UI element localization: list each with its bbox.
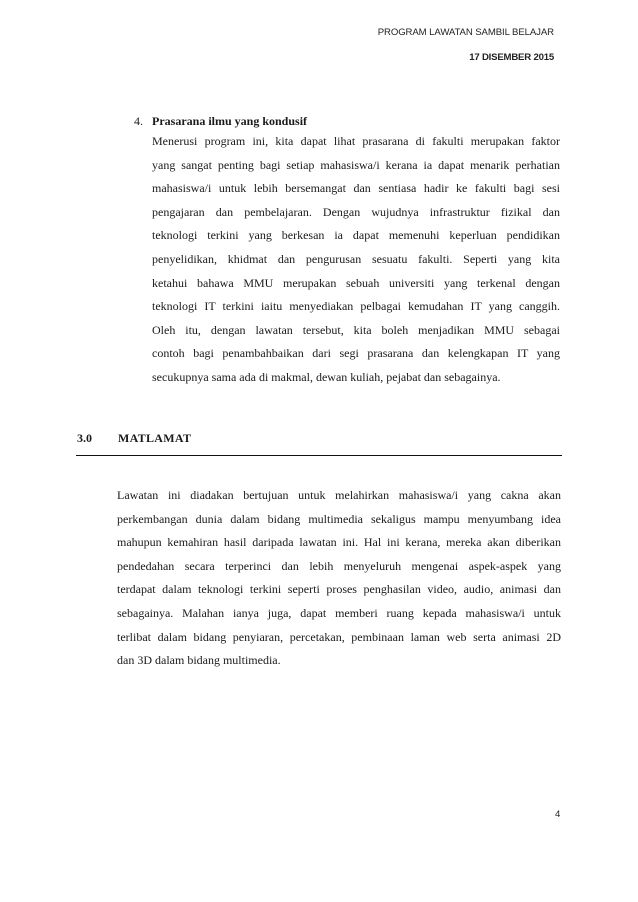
list-item-title: Prasarana ilmu yang kondusif — [152, 114, 308, 128]
page-number: 4 — [555, 809, 561, 820]
paragraph-line: dan 3D dalam bidang multimedia. — [117, 653, 281, 668]
paragraph-line: Lawatan ini diadakan bertujuan untuk melahirkan mahasiswa/i yang cakna akan — [117, 488, 561, 502]
header-program-title: PROGRAM LAWATAN SAMBIL BELAJAR — [377, 27, 554, 38]
paragraph-line: secukupnya sama ada di makmal, dewan kuliah, pejabat dan sebagainya. — [152, 369, 501, 384]
section-number: 3.0 — [77, 431, 92, 445]
paragraph-line: Oleh itu, dengan lawatan tersebut, kita boleh menjadikan MMU sebagai — [152, 322, 560, 337]
paragraph-line: perkembangan dunia dalam bidang multimedia sekaligus mampu menyumbang idea — [117, 511, 561, 526]
paragraph-line: ketahui bahawa MMU merupakan sebuah universiti yang terkenal dengan — [152, 275, 560, 290]
section-divider — [76, 455, 562, 456]
section-paragraph — [117, 484, 561, 673]
paragraph-line: yang sangat penting bagi setiap mahasiswa/i kerana ia dapat menarik perhatian — [152, 157, 560, 172]
paragraph-line: penyelidikan, khidmat dan pengurusan sesuatu fakulti. Seperti yang kita — [152, 251, 560, 266]
paragraph-line: teknologi terkini yang berkesan ia dapat memenuhi keperluan pendidikan — [152, 228, 560, 243]
paragraph-line: mahasiswa/i untuk lebih bersemangat dan sentiasa hadir ke fakulti bagi sesi — [152, 181, 560, 196]
item-paragraph — [152, 130, 560, 390]
header-date: 17 DISEMBER 2015 — [469, 52, 554, 63]
section-title: MATLAMAT — [118, 431, 192, 445]
paragraph-line: sebagainya. Malahan ianya juga, dapat memberi ruang kepada mahasiswa/i untuk — [117, 605, 561, 620]
paragraph-line: pendedahan secara terperinci dan lebih menyeluruh mengenai aspek-aspek yang — [117, 558, 561, 573]
paragraph-line: contoh bagi penambahbaikan dari segi prasarana dan kelengkapan IT yang — [152, 346, 560, 361]
paragraph-line: terdapat dalam teknologi terkini seperti proses penghasilan video, audio, animasi dan — [117, 582, 561, 597]
paragraph-line: mahupun kemahiran hasil daripada lawatan ini. Hal ini kerana, mereka akan diberikan — [117, 535, 561, 550]
list-item-number: 4. — [134, 114, 143, 128]
paragraph-line: Menerusi program ini, kita dapat lihat prasarana di fakulti merupakan faktor — [152, 134, 560, 148]
paragraph-line: teknologi IT terkini iaitu menyediakan pelbagai kemudahan IT yang canggih. — [152, 299, 560, 314]
paragraph-line: pengajaran dan pembelajaran. Dengan wujudnya infrastruktur fizikal dan — [152, 204, 560, 219]
paragraph-line: terlibat dalam bidang penyiaran, percetakan, pembinaan laman web serta animasi 2D — [117, 629, 561, 644]
